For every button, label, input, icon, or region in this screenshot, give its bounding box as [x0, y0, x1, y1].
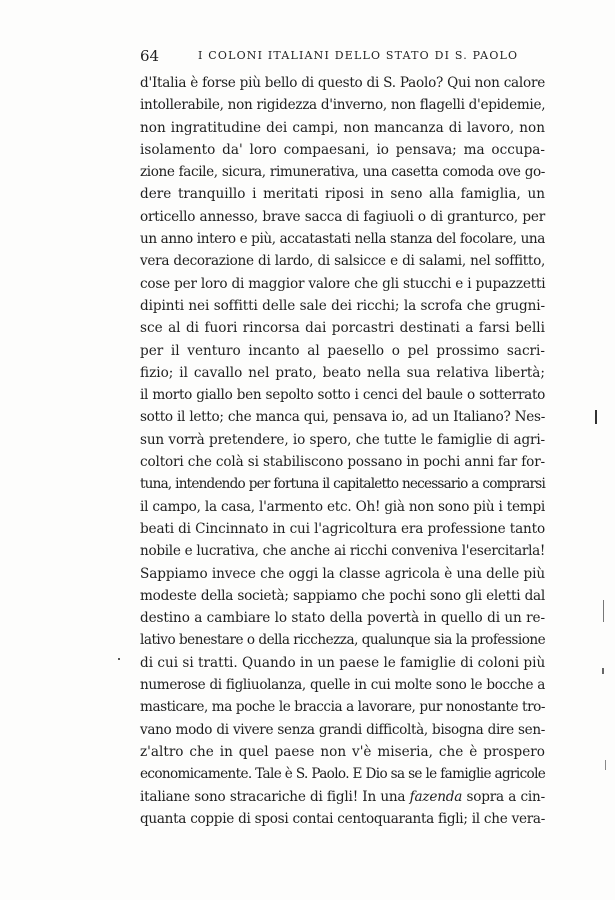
- text-line: il morto giallo ben sepolto sotto i cenci del baule o sotterrato: [140, 387, 545, 404]
- text-line: dere tranquillo i meritati riposi in seno alla famiglia, un: [140, 186, 545, 203]
- text-line: numerose di figliuolanza, quelle in cui molte sono le bocche a: [140, 677, 545, 694]
- text-line-italiane: [140, 786, 545, 808]
- margin-speck: [595, 410, 597, 424]
- text-line: un anno intero e più, accatastati nella stanza del focolare, una: [140, 231, 545, 248]
- text-line: lativo benestare o della ricchezza, qualunque sia la professione: [140, 632, 546, 649]
- text-line: modeste della società; sappiamo che pochi sono gli eletti dal: [140, 587, 545, 604]
- italic-word-fazenda: fazenda: [409, 788, 463, 805]
- text-line: beati di Cincinnato in cui l'agricoltura era professione tanto: [140, 520, 545, 537]
- text-line: tuna, intendendo per fortuna il capitaletto necessario a comprarsi: [140, 476, 545, 493]
- margin-speck: [603, 600, 604, 622]
- text-line: cose per loro di maggior valore che gli stucchi e i pupazzetti: [140, 275, 546, 292]
- text-line: vano modo di vivere senza grandi difficoltà, bisogna dire sen-: [140, 721, 545, 738]
- text-line: sce al di fuori rincorsa dai porcastri destinati a farsi belli: [140, 320, 545, 337]
- margin-speck: [605, 760, 606, 770]
- text-line: zione facile, sicura, rimunerativa, una casetta comoda ove go-: [140, 164, 545, 181]
- text-run: sopra a cin-: [462, 788, 545, 805]
- text-line: fizio; il cavallo nel prato, beato nella sua relativa libertà;: [140, 364, 545, 381]
- text-line: vera decorazione di lardo, di salsicce e di salami, nel soffitto,: [140, 253, 545, 270]
- text-line: intollerabile, non rigidezza d'inverno, non flagelli d'epidemie,: [140, 97, 546, 114]
- text-line: nobile e lucrativa, che anche ai ricchi conveniva l'esercitarla!: [140, 543, 546, 560]
- text-line: sotto il letto; che manca qui, pensava io, ad un Italiano? Nes-: [140, 409, 545, 426]
- text-line: per il venturo incanto al paesello o pel prossimo sacri-: [140, 342, 545, 359]
- text-line: orticello annesso, brave sacca di fagiuoli o di granturco, per: [140, 208, 545, 225]
- text-line-last: quanta coppie di sposi contai centoquaranta figli; il che vera-: [140, 810, 545, 827]
- text-line: masticare, ma poche le braccia a lavorare, pur nonostante tro-: [140, 699, 545, 716]
- text-run: italiane sono stracariche di figli! In una: [140, 788, 410, 805]
- text-line: coltori che colà si stabiliscono possano in pochi anni far for-: [140, 454, 545, 471]
- text-line: non ingratitudine dei campi, non mancanza di lavoro, non: [140, 119, 545, 136]
- body-text: [140, 72, 545, 830]
- text-line: di cui si tratti. Quando in un paese le famiglie di coloni più: [140, 654, 546, 671]
- text-line: economicamente. Tale è S. Paolo. E Dio sa se le famiglie agricole: [140, 766, 546, 783]
- text-line: z'altro che in quel paese non v'è miseria, che è prospero: [140, 743, 545, 760]
- text-line: d'Italia è forse più bello di questo di S. Paolo? Qui non calore: [140, 75, 545, 91]
- margin-speck: [602, 668, 604, 674]
- page-header: [140, 47, 560, 69]
- page-number: 64: [140, 47, 160, 65]
- text-line: dipinti nei soffitti delle sale dei ricchi; la scrofa che grugni-: [140, 297, 545, 314]
- text-line: il campo, la casa, l'armento etc. Oh! già non sono più i tempi: [140, 498, 545, 515]
- text-line: sun vorrà pretendere, io spero, che tutte le famiglie di agri-: [140, 431, 545, 448]
- text-line: isolamento da' loro compaesani, io pensava; ma occupa-: [140, 141, 545, 158]
- margin-speck: [118, 658, 120, 660]
- text-line: destino a cambiare lo stato della povertà in quello di un re-: [140, 610, 545, 627]
- running-title: I COLONI ITALIANI DELLO STATO DI S. PAOLO: [198, 49, 519, 62]
- text-line: Sappiamo invece che oggi la classe agricola è una delle più: [140, 565, 545, 582]
